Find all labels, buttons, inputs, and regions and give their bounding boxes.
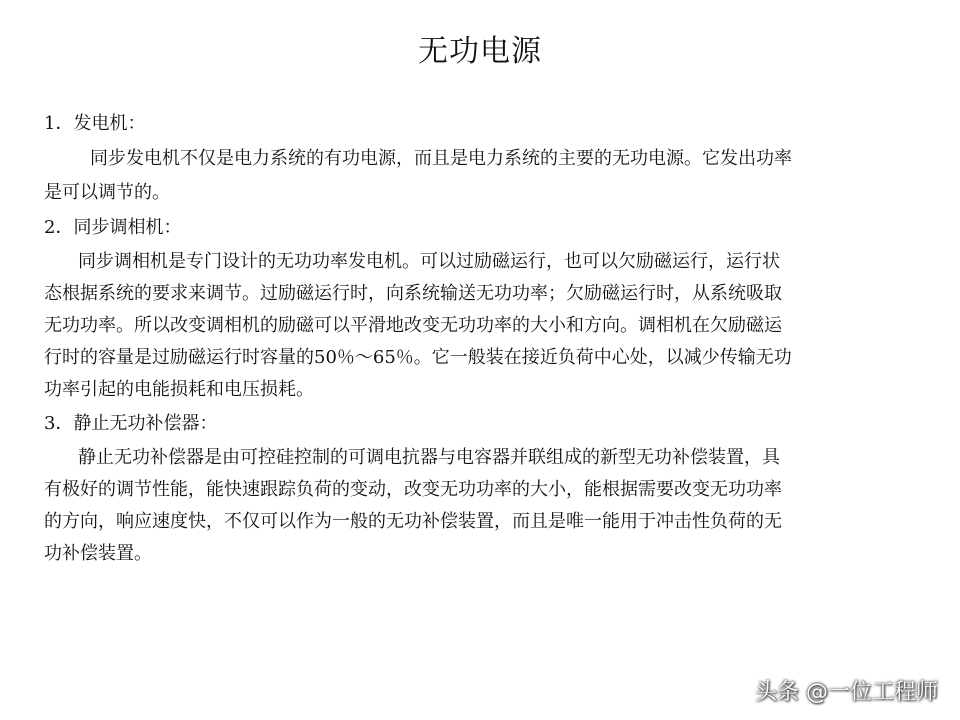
document-body: [44, 106, 919, 570]
page-title: 无功电源: [418, 34, 542, 69]
paragraph-line: 无功功率。所以改变调相机的励磁可以平滑地改变无功功率的大小和方向。调相机在欠励磁运: [44, 315, 782, 336]
section-paragraph: [44, 246, 919, 406]
paragraph-line: 的方向，响应速度快，不仅可以作为一般的无功补偿装置，而且是唯一能用于冲击性负荷的无: [44, 511, 782, 532]
paragraph-line: 行时的容量是过励磁运行时容量的50％～65％。它一般装在接近负荷中心处，以减少传输无功: [44, 347, 792, 368]
section-heading: 1．发电机：: [44, 113, 146, 134]
paragraph-line: 有极好的调节性能，能快速跟踪负荷的变动，改变无功功率的大小，能根据需要改变无功功率: [44, 479, 782, 500]
section-static-var-compensator: [44, 406, 919, 570]
section-heading: 2．同步调相机：: [44, 217, 182, 238]
paragraph-line: 是可以调节的。: [44, 182, 170, 203]
paragraph-line: 功率引起的电能损耗和电压损耗。: [44, 379, 314, 400]
section-paragraph: [44, 142, 919, 210]
paragraph-line: 同步调相机是专门设计的无功功率发电机。可以过励磁运行，也可以欠励磁运行，运行状: [78, 251, 780, 272]
paragraph-line: 静止无功补偿器是由可控硅控制的可调电抗器与电容器并联组成的新型无功补偿装置，具: [78, 447, 780, 468]
paragraph-line: 功补偿装置。: [44, 543, 152, 564]
section-generator: [44, 106, 919, 210]
paragraph-line: 同步发电机不仅是电力系统的有功电源，而且是电力系统的主要的无功电源。它发出功率: [90, 148, 792, 169]
section-heading: 3．静止无功补偿器：: [44, 413, 218, 434]
paragraph-line: 态根据系统的要求来调节。过励磁运行时，向系统输送无功功率；欠励磁运行时，从系统吸取: [44, 283, 782, 304]
section-synchronous-condenser: [44, 210, 919, 406]
watermark: 头条 @一位工程师: [755, 680, 938, 705]
section-paragraph: [44, 442, 919, 570]
